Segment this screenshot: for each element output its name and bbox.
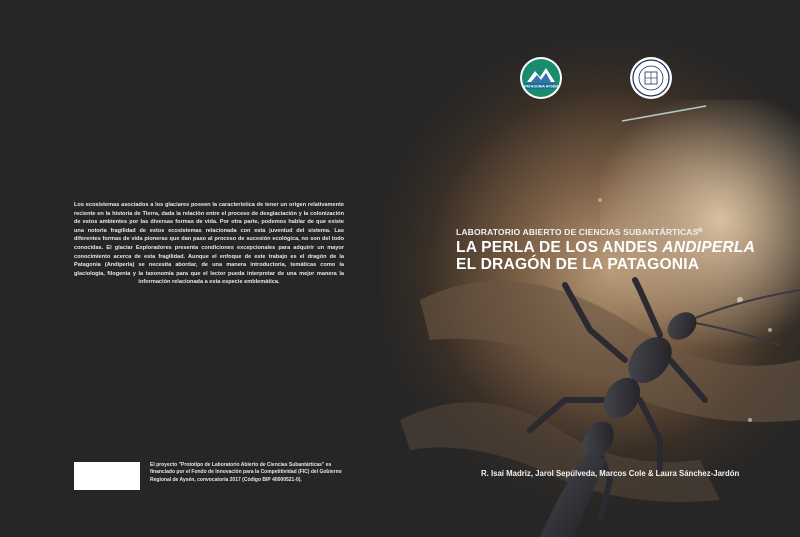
title-main: LA PERLA DE LOS ANDES xyxy=(456,239,658,256)
funding-note: El proyecto "Prototipo de Laboratorio Abierto de Ciencias Subantárticas" es financiado por el Fondo de Innovación para la Competitividad (FIC) del Gobierno Regional de Aysén, convocatoria 2017 (Código BIP 40000521-0). xyxy=(150,462,342,483)
university-seal xyxy=(629,56,673,100)
back-cover-synopsis: Los ecosistemas asociados a los glaciares poseen la característica de tener un origen relativamente reciente en la historia de Tierra, dada la relación entre el proceso de desglaciación y la colonización de estos ambientes por las diversas formas de vida. Por otra parte, podemos hablar de que existe una notoria fragilidad de estos ecosistemas relacionada con esta juventud del sistema. Las diferentes formas de vida pioneras que dan paso al proceso de sucesión ecológica, no son del todo conocidas. El glaciar Exploradores presenta condiciones excepcionales para adquirir un mayor conocimiento acerca de esta fragilidad. Aunque el enfoque de este trabajo es el dragón de la Patagonia (Andiperla) se necesita abordar, de una manera introductoria, temáticas como la glaciología, filogenia y la taxonomía para que el lector pueda interpretar de una mejor manera la información relacionada a esta especie emblemática. xyxy=(74,202,344,286)
title-genus: ANDIPERLA xyxy=(662,239,756,256)
aysen-logo-text: PATAGONIA AYSÉN xyxy=(524,84,558,89)
series-name: LABORATORIO ABIERTO DE CIENCIAS SUBANTÁRTICAS xyxy=(456,227,699,237)
barcode-area xyxy=(74,462,140,490)
gobierno-aysen-logo xyxy=(519,56,563,100)
book-title-line1 xyxy=(456,239,755,257)
book-title-line2: EL DRAGÓN DE LA PATAGONIA xyxy=(456,256,700,273)
authors: R. Isaí Madriz, Jarol Sepúlveda, Marcos Cole & Laura Sánchez-Jardón xyxy=(481,469,740,478)
